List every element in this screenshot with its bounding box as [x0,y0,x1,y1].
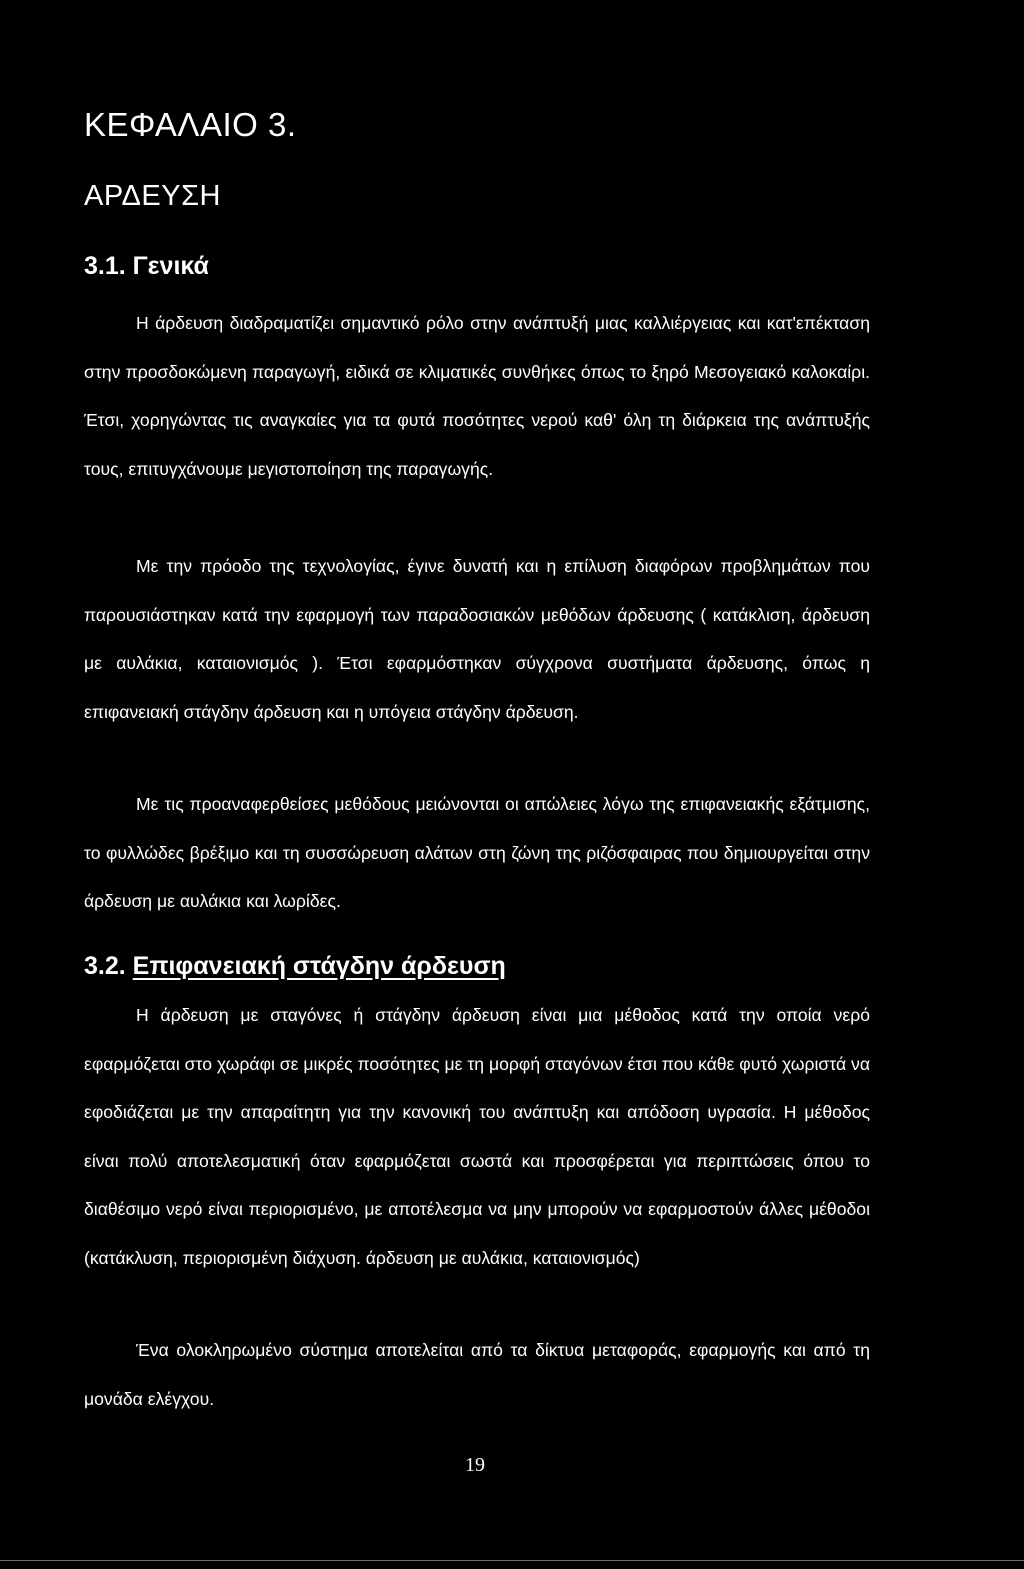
section-heading-3-2 [84,952,506,981]
section-number: 3.2. [84,952,126,980]
paragraph: Η άρδευση με σταγόνες ή στάγδην άρδευση είναι μια μέθοδος κατά την οποία νερό εφαρμόζεται στο χωράφι σε μικρές ποσότητες με τη μορφή σταγόνων έτσι που κάθε φυτό χωριστά να εφοδιάζεται με την απαραίτητη για την κανονική του ανάπτυξη και απόδοση υγρασία. Η μέθοδος είναι πολύ αποτελεσματική όταν εφαρμόζεται σωστά και προσφέρεται για περιπτώσεις όπου το διαθέσιμο νερό είναι περιορισμένο, με αποτέλεσμα να μην μπορούν να εφαρμοστούν άλλες μέθοδοι (κατάκλυση, περιορισμένη διάχυση. άρδευση με αυλάκια, καταιονισμός) [84,1005,870,1268]
chapter-number: ΚΕΦΑΛΑΙΟ 3. [84,106,297,143]
paragraph: Με τις προαναφερθείσες μεθόδους μειώνονται οι απώλειες λόγω της επιφανειακής εξάτμισης, το φυλλώδες βρέξιμο και τη συσσώρευση αλάτων στη ζώνη της ριζόσφαιρας που δημιουργείται στην άρδευση με αυλάκια και λωρίδες. [84,794,870,912]
paragraph: Η άρδευση διαδραματίζει σημαντικό ρόλο στην ανάπτυξή μιας καλλιέργειας και κατ'επέκταση στην προσδοκώμενη παραγωγή, ειδικά σε κλιματικές συνθήκες όπως το ξηρό Μεσογειακό καλοκαίρι. Έτσι, χορηγώντας τις αναγκαίες για τα φυτά ποσότητες νερού καθ' όλη τη διάρκεια της ανάπτυξής τους, επιτυγχάνουμε μεγιστοποίηση της παραγωγής. [84,313,870,479]
section-number: 3.1. [84,252,126,280]
paragraph: Με την πρόοδο της τεχνολογίας, έγινε δυνατή και η επίλυση διαφόρων προβλημάτων που παρουσιάστηκαν κατά την εφαρμογή των παραδοσιακών μεθόδων άρδευσης ( κατάκλιση, άρδευση με αυλάκια, καταιονισμός ). Έτσι εφαρμόστηκαν σύγχρονα συστήματα άρδευσης, όπως η επιφανειακή στάγδην άρδευση και η υπόγεια στάγδην άρδευση. [84,556,870,722]
section-title: Γενικά [132,252,209,280]
page-number: 19 [465,1454,485,1476]
footer-divider [0,1560,1024,1561]
paragraph: Ένα ολοκληρωμένο σύστημα αποτελείται από τα δίκτυα μεταφοράς, εφαρμογής και από τη μονάδα ελέγχου. [84,1340,870,1409]
section-title: Επιφανειακή στάγδην άρδευση [132,952,506,980]
chapter-title: ΑΡΔΕΥΣΗ [84,180,221,212]
section-heading-3-1 [84,252,209,281]
